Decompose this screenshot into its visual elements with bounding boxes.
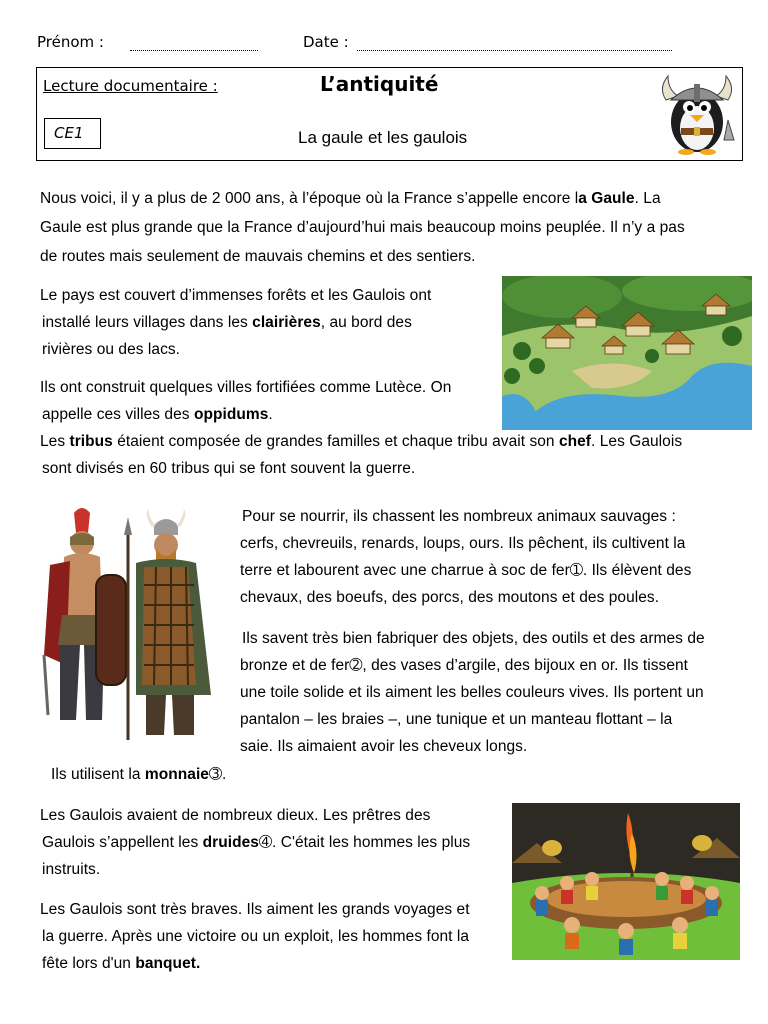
banquet-line-1: Les Gaulois sont très braves. Ils aiment les grands voyages et (40, 901, 470, 918)
intro-line-1-text: Nous voici, il y a plus de 2 000 ans, à l’époque où la France s’appelle encore la Gaule. La (40, 190, 661, 207)
intro-line-1 (40, 185, 745, 212)
gaulish-village-image (502, 276, 752, 430)
oppidums-line-2: appelle ces villes des oppidums. (42, 406, 273, 423)
crafts-line-5: saie. Ils aimaient avoir les cheveux longs. (240, 738, 528, 755)
date-field[interactable] (357, 50, 672, 51)
druids-line-2: Gaulois s’appellent les druides➃. C'était les hommes les plus (42, 834, 471, 851)
food-line-4: chevaux, des boeufs, des porcs, des moutons et des poules. (240, 589, 660, 606)
la-gaule-bold: a Gaule (578, 190, 635, 207)
intro-line-3: de routes mais seulement de mauvais chemins et des sentiers. (40, 248, 476, 265)
food-line-2: cerfs, chevreuils, renards, loups, ours. Ils pêchent, ils cultivent la (240, 535, 686, 552)
crafts-line-4: pantalon – les braies –, une tunique et un manteau flottant – la (240, 711, 673, 728)
level-label: CE1 (54, 124, 84, 142)
banquet-bold: banquet. (135, 955, 201, 972)
food-line-1: Pour se nourrir, ils chassent les nombreux animaux sauvages : (242, 508, 676, 525)
druids-line-3: instruits. (42, 861, 101, 878)
tribes-line-2: sont divisés en 60 tribus qui se font souvent la guerre. (42, 460, 416, 477)
money-paragraph: Ils utilisent la monnaie➂. (51, 766, 227, 783)
food-line-3: terre et labourent avec une charrue à soc de fer➀. Ils élèvent des (240, 562, 692, 579)
viking-penguin-icon (654, 70, 740, 156)
crafts-paragraph (240, 625, 750, 760)
clairieres-bold: clairières (252, 314, 321, 331)
crafts-line-2: bronze et de fer➁, des vases d’argile, des bijoux en or. Ils tissent (240, 657, 689, 674)
date-label: Date : (303, 33, 349, 51)
forests-paragraph (40, 282, 500, 363)
subtitle: La gaule et les gaulois (298, 128, 468, 147)
prenom-label: Prénom : (37, 33, 104, 51)
oppidums-paragraph (40, 374, 505, 428)
section-label: Lecture documentaire : (43, 77, 218, 95)
tribes-line-1: Les tribus étaient composée de grandes familles et chaque tribu avait son chef. Les Gaulois (40, 433, 683, 450)
banquet-line-2: la guerre. Après une victoire ou un exploit, les hommes font la (42, 928, 470, 945)
crafts-line-3: une toile solide et ils aiment les belles couleurs vives. Ils portent un (240, 684, 704, 701)
tribes-paragraph (40, 428, 750, 482)
forests-line-3: rivières ou des lacs. (42, 341, 181, 358)
intro-line-2: Gaule est plus grande que la France d’aujourd’hui mais beaucoup moins peuplée. Il n’y a pas (40, 219, 685, 236)
druids-paragraph (40, 802, 510, 883)
crafts-line-1: Ils savent très bien fabriquer des objets, des outils et des armes de (242, 630, 705, 647)
prenom-field[interactable] (130, 50, 258, 51)
monnaie-bold: monnaie (144, 766, 209, 783)
tribus-bold: tribus (69, 433, 113, 450)
forests-line-1: Le pays est couvert d’immenses forêts et les Gaulois ont (40, 287, 432, 304)
gaulish-warriors-image (36, 505, 226, 745)
banquet-paragraph (40, 896, 510, 977)
oppidums-line-1: Ils ont construit quelques villes fortifiées comme Lutèce. On (40, 379, 452, 396)
banquet-line-3: fête lors d'un banquet. (42, 955, 201, 972)
forests-line-2: installé leurs villages dans les clairières, au bord des (42, 314, 412, 331)
chef-bold: chef (558, 433, 592, 450)
oppidums-bold: oppidums (193, 406, 269, 423)
druids-line-1: Les Gaulois avaient de nombreux dieux. Les prêtres des (40, 807, 431, 824)
intro-paragraph (40, 185, 745, 270)
banquet-image (512, 803, 740, 960)
page-title: L’antiquité (320, 72, 439, 96)
food-paragraph (240, 503, 750, 611)
druides-bold: druides (202, 834, 259, 851)
